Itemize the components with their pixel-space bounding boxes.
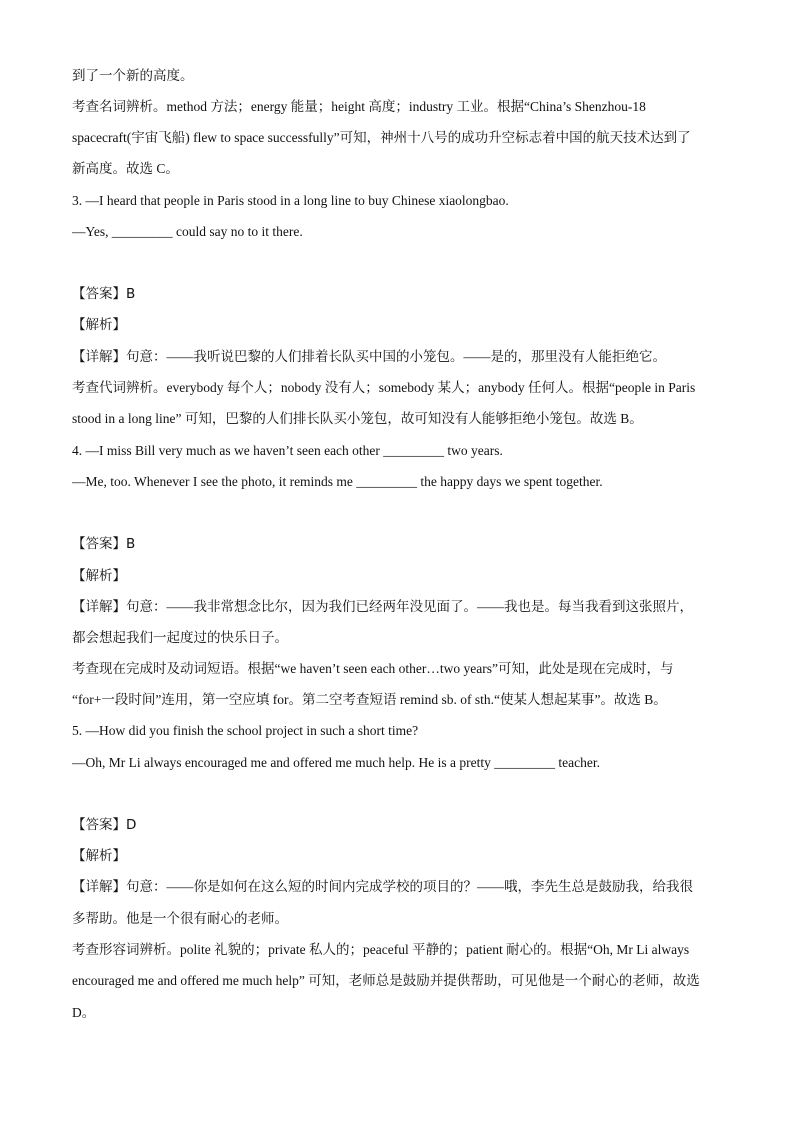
question-3-stem: 3. —I heard that people in Paris stood in a long line to buy Chinese xiaolongbao. <box>72 193 509 208</box>
explanation-line: 【详解】句意：——我听说巴黎的人们排着长队买中国的小笼包。——是的，那里没有人能拒绝它。 <box>72 349 666 364</box>
answer-label: 【答案】B <box>72 286 136 302</box>
question-4-reply: —Me, too. Whenever I see the photo, it reminds me _________ the happy days we spent together. <box>72 474 603 489</box>
analysis-label: 【解析】 <box>72 317 126 333</box>
explanation-line: 考查代词辨析。everybody 每个人；nobody 没有人；somebody 某人；anybody 任何人。根据“people in Paris <box>72 380 696 395</box>
question-5-reply: —Oh, Mr Li always encouraged me and offered me much help. He is a pretty _________ teacher. <box>72 755 600 770</box>
question-4-stem: 4. —I miss Bill very much as we haven’t seen each other _________ two years. <box>72 443 503 458</box>
analysis-label: 【解析】 <box>72 568 126 584</box>
text-line: 到了一个新的高度。 <box>72 68 194 83</box>
explanation-line: encouraged me and offered me much help” 可知，老师总是鼓励并提供帮助，可见他是一个耐心的老师，故选 <box>72 973 700 988</box>
explanation-line: 考查现在完成时及动词短语。根据“we haven’t seen each other…two years”可知，此处是现在完成时，与 <box>72 661 674 676</box>
explanation-line: stood in a long line” 可知，巴黎的人们排长队买小笼包，故可知没有人能够拒绝小笼包。故选 B。 <box>72 411 643 426</box>
explanation-line: 考查形容词辨析。polite 礼貌的；private 私人的；peaceful 平静的；patient 耐心的。根据“Oh, Mr Li always <box>72 942 690 957</box>
question-3-reply: —Yes, _________ could say no to it there. <box>72 224 303 239</box>
answer-label: 【答案】B <box>72 536 136 552</box>
explanation-line: 都会想起我们一起度过的快乐日子。 <box>72 630 288 645</box>
explanation-line: “for+一段时间”连用，第一空应填 for。第二空考查短语 remind sb. of sth.“使某人想起某事”。故选 B。 <box>72 692 667 707</box>
answer-label: 【答案】D <box>72 817 137 833</box>
text-line: 新高度。故选 C。 <box>72 161 179 176</box>
analysis-label: 【解析】 <box>72 848 126 864</box>
explanation-line: 多帮助。他是一个很有耐心的老师。 <box>72 911 288 926</box>
explanation-line: 【详解】句意：——你是如何在这么短的时间内完成学校的项目的？——哦，李先生总是鼓励我，给我很 <box>72 879 693 894</box>
explanation-line: 【详解】句意：——我非常想念比尔，因为我们已经两年没见面了。——我也是。每当我看到这张照片， <box>72 599 693 614</box>
text-line: 考查名词辨析。method 方法；energy 能量；height 高度；industry 工业。根据“China’s Shenzhou-18 <box>72 99 646 114</box>
explanation-line: D。 <box>72 1005 96 1020</box>
text-line: spacecraft(宇宙飞船) flew to space successfully”可知，神州十八号的成功升空标志着中国的航天技术达到了 <box>72 130 691 145</box>
question-5-stem: 5. —How did you finish the school project in such a short time? <box>72 723 419 738</box>
